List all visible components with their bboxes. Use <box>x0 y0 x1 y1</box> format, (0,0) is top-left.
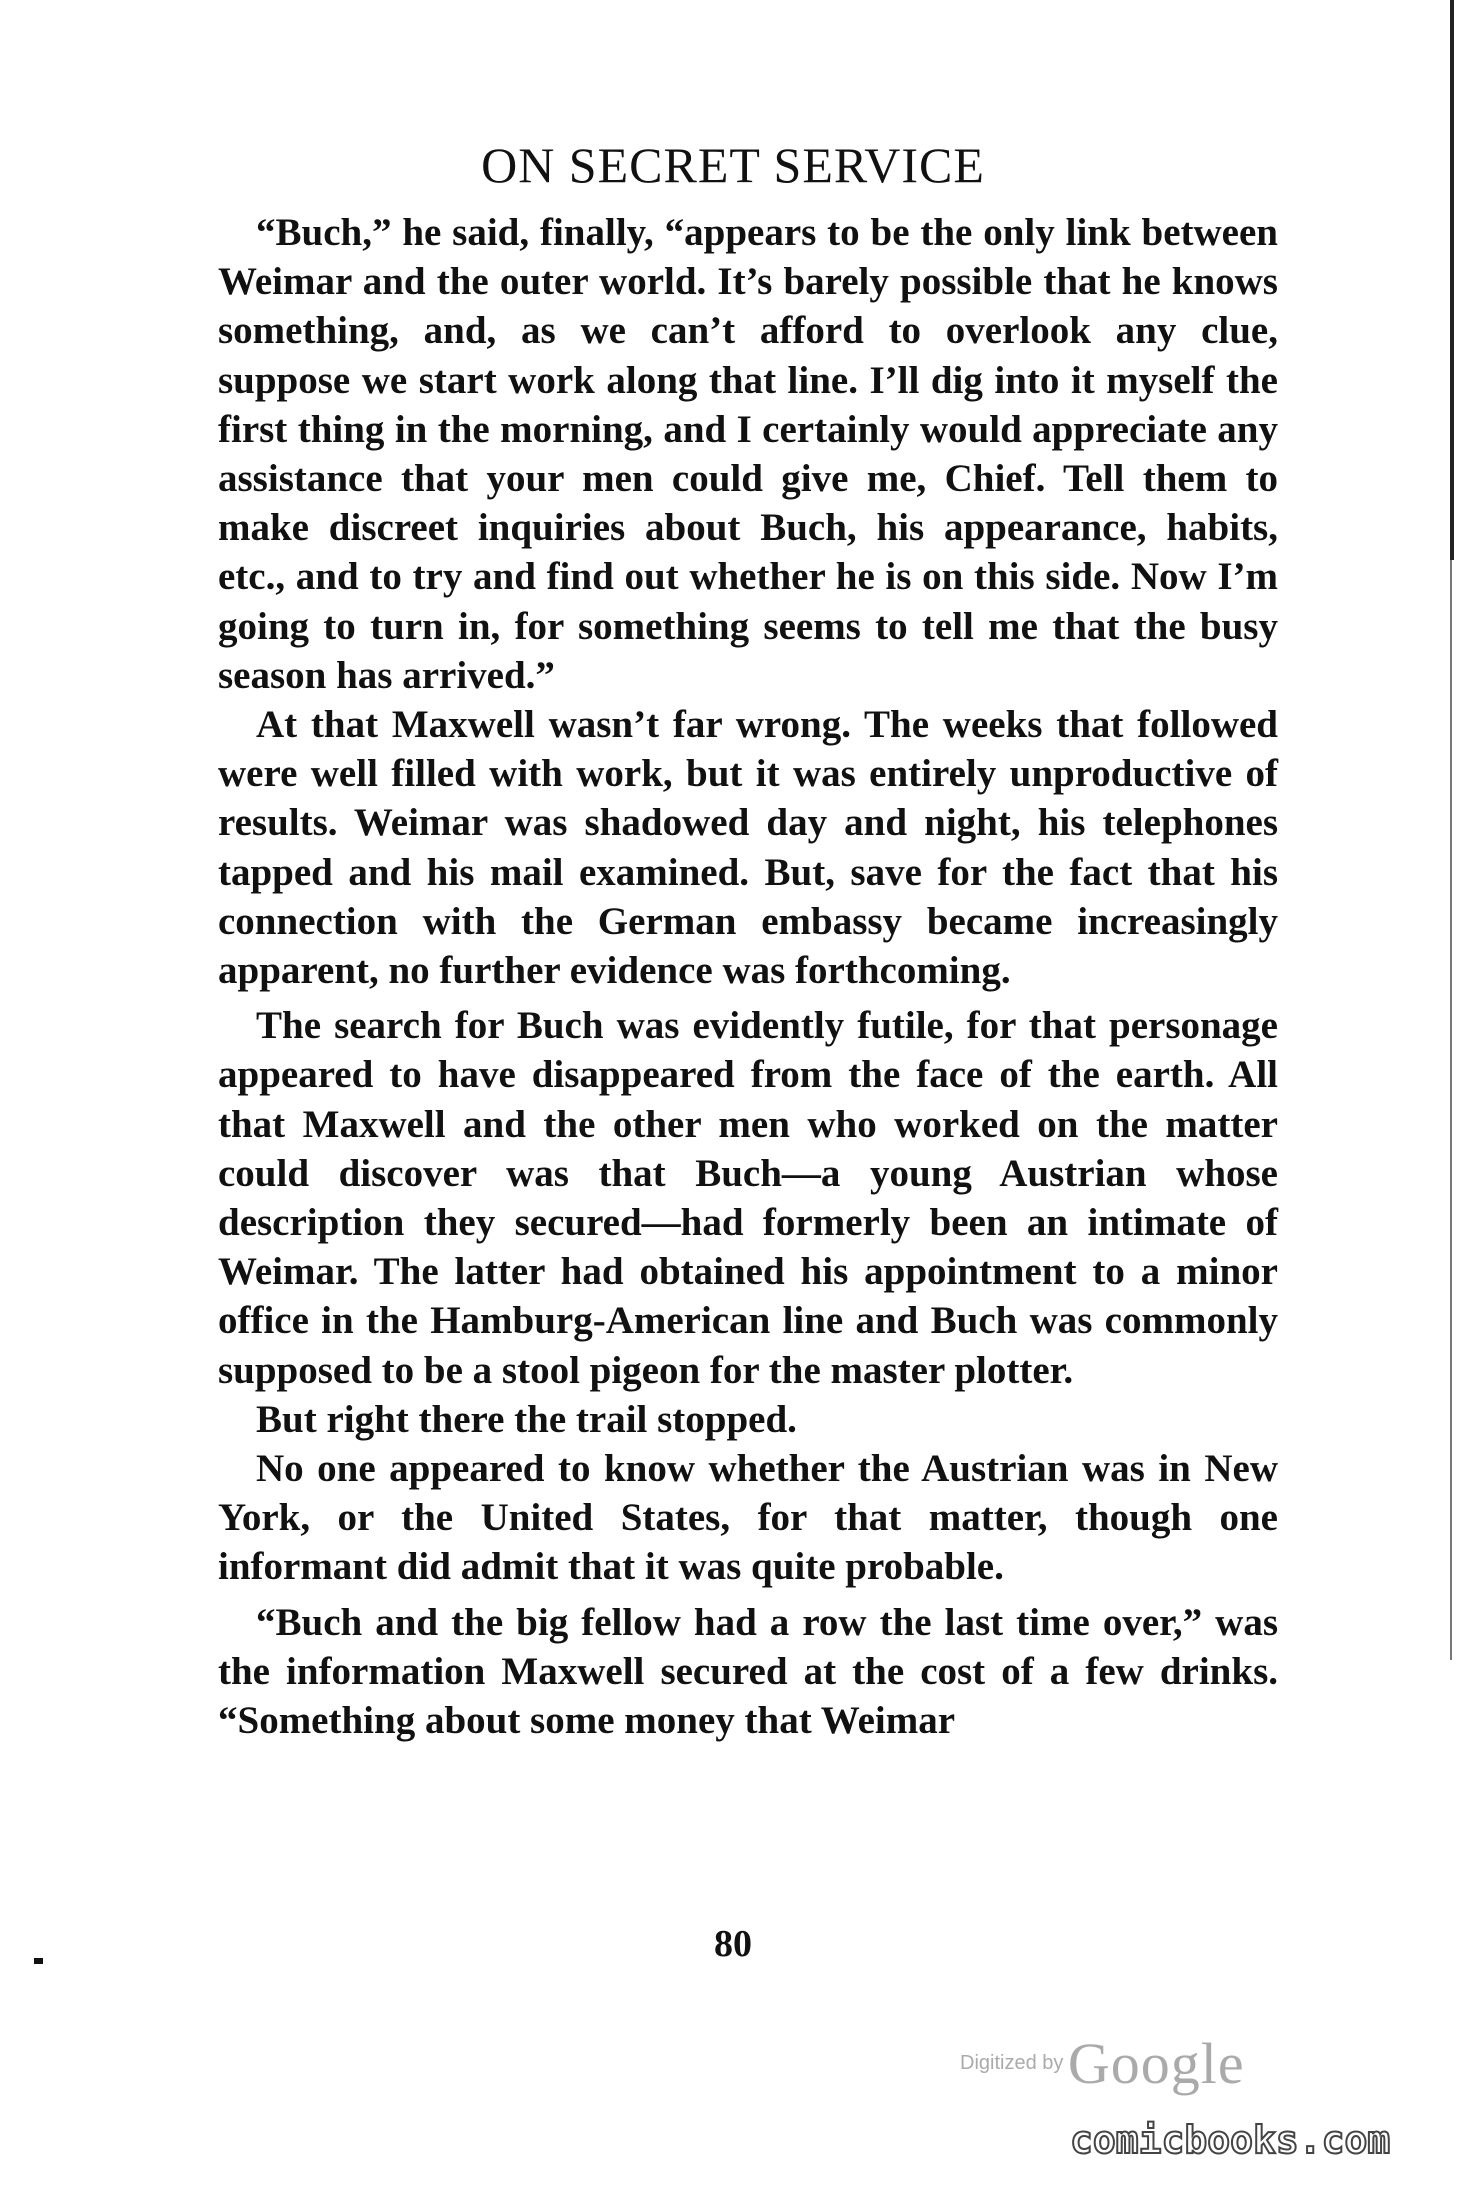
page-edge-line <box>1450 0 1454 560</box>
running-head: ON SECRET SERVICE <box>481 137 985 193</box>
watermark: comicbooks.com <box>1070 2118 1391 2162</box>
page-edge-line-lower <box>1450 560 1452 1660</box>
body-text <box>218 208 1278 1745</box>
paragraph: No one appeared to know whether the Austrian was in New York, or the United States, for that matter, though one informant did admit that it was quite probable. <box>218 1447 1278 1589</box>
google-logo: Google <box>1067 2031 1245 2096</box>
margin-mark <box>34 1958 43 1964</box>
page-number: 80 <box>714 1923 752 1965</box>
digitized-by-google <box>960 2030 1360 2097</box>
paragraph: But right there the trail stopped. <box>256 1397 797 1441</box>
paragraph: “Buch,” he said, finally, “appears to be the only link between Weimar and the outer world. It’s barely possible that he knows something, and, as we can’t afford to overlook any clue, suppose we start work along that line. I’ll dig into it myself the first thing in the morning, and I certainly would appreciate any assistance that your men could give me, Chief. Tell them to make discreet inquiries about Buch, his appearance, habits, etc., and to try and find out whether he is on this side. Now I’m going to turn in, for something seems to tell me that the busy season has arrived.” <box>218 211 1278 697</box>
paragraph: “Buch and the big fellow had a row the last time over,” was the information Maxwell secured at the cost of a few drinks. “Something about some money that Weimar <box>218 1600 1278 1743</box>
paragraph: The search for Buch was evidently futile, for that personage appeared to have disappeared from the face of the earth. All that Maxwell and the other men who worked on the matter could discover was that Buch—a young Austrian whose description they secured—had formerly been an intimate of Weimar. The latter had obtained his appointment to a minor office in the Hamburg-American line and Buch was commonly supposed to be a stool pigeon for the master plotter. <box>218 1004 1278 1392</box>
paragraph: At that Maxwell wasn’t far wrong. The weeks that followed were well filled with work, but it was entirely unproductive of results. Weimar was shadowed day and night, his telephones tapped and his mail examined. But, save for the fact that his connection with the German embassy became increasingly apparent, no further evidence was forthcoming. <box>218 703 1278 993</box>
digitized-label: Digitized by <box>960 2052 1064 2074</box>
